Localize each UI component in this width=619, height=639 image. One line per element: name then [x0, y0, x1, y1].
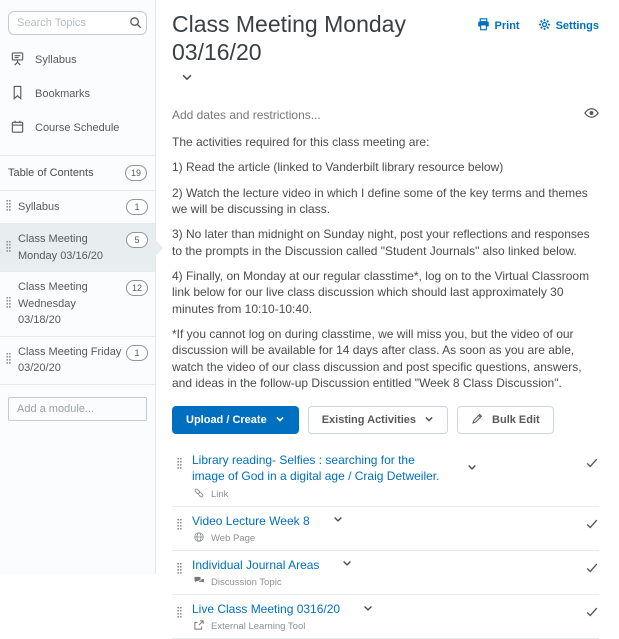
content-toolbar — [172, 406, 599, 434]
item-type-label: Discussion Topic — [211, 576, 282, 588]
table-of-contents — [0, 155, 155, 421]
chevron-down-icon — [466, 461, 478, 476]
item-type-label: Link — [211, 488, 229, 500]
drag-handle-icon[interactable] — [5, 351, 12, 369]
search-button[interactable] — [127, 14, 144, 34]
item-actions-button[interactable] — [362, 602, 374, 617]
item-title-link[interactable]: Video Lecture Week 8 — [192, 513, 310, 528]
list-item-video-lecture — [172, 507, 599, 551]
module-count-badge: 1 — [126, 199, 148, 215]
toc-count-badge: 19 — [125, 165, 147, 181]
description-paragraph: 1) Read the article (linked to Vanderbilt library resource below) — [172, 160, 504, 175]
search-box — [8, 11, 147, 35]
bulk-edit-label: Bulk Edit — [492, 414, 540, 427]
drag-handle-icon[interactable] — [176, 561, 183, 581]
add-dates-restrictions-link[interactable]: Add dates and restrictions... — [172, 107, 321, 122]
module-class-meeting-wednesday[interactable] — [0, 272, 155, 337]
module-syllabus[interactable] — [0, 191, 155, 224]
checkmark-icon — [585, 458, 599, 473]
module-label: Class Meeting — [18, 233, 88, 245]
description-paragraph: The activities required for this class meeting are: — [172, 135, 430, 150]
sidebar-item-bookmarks[interactable] — [0, 77, 155, 111]
sidebar-item-label: Course Schedule — [35, 122, 120, 134]
completion-check-button[interactable] — [585, 456, 599, 473]
module-label: Class Meeting Friday — [18, 345, 122, 358]
module-class-meeting-monday[interactable] — [0, 224, 155, 272]
external-tool-icon — [193, 619, 205, 634]
module-count-badge: 5 — [126, 232, 148, 248]
item-type-label: Web Page — [211, 532, 256, 544]
course-sidebar — [0, 0, 156, 574]
list-item-individual-journals — [172, 551, 599, 595]
settings-label: Settings — [555, 20, 599, 32]
completion-check-button[interactable] — [585, 561, 599, 578]
item-actions-button[interactable] — [466, 461, 478, 476]
module-content-panel — [156, 0, 619, 633]
chevron-down-icon — [332, 513, 344, 528]
chevron-down-icon — [362, 602, 374, 617]
item-title-link[interactable]: Individual Journal Areas — [192, 557, 320, 572]
sidebar-item-course-schedule[interactable] — [0, 111, 155, 145]
description-paragraph: 2) Watch the lecture video in which I define some of the key terms and themes we will be discussing in class. — [172, 185, 588, 217]
sidebar-item-label: Bookmarks — [35, 88, 91, 100]
sidebar-item-label: Syllabus — [35, 54, 77, 66]
list-item-live-class-meeting — [172, 595, 599, 639]
toc-header[interactable] — [0, 156, 155, 191]
page-title: Class Meeting Monday 03/16/20 — [172, 11, 406, 66]
print-button[interactable] — [477, 18, 520, 34]
completion-check-button[interactable] — [585, 605, 599, 622]
printer-icon — [477, 18, 490, 34]
checkmark-icon — [585, 519, 599, 534]
settings-button[interactable] — [538, 18, 599, 34]
module-label: Monday 03/16/20 — [18, 249, 104, 262]
print-label: Print — [494, 20, 520, 32]
item-title-link[interactable]: Live Class Meeting 0316/20 — [192, 601, 341, 616]
drag-handle-icon[interactable] — [176, 605, 183, 625]
visibility-button[interactable] — [584, 107, 599, 122]
activity-list — [172, 446, 599, 639]
module-count-badge: 12 — [126, 280, 148, 296]
description-paragraph: 3) No later than midnight on Sunday night, post your reflections and responses to the prompts in the Discussion called "Student Journals" also linked below. — [172, 227, 590, 258]
eye-icon — [584, 107, 599, 122]
drag-handle-icon[interactable] — [5, 239, 12, 257]
globe-icon — [193, 531, 205, 546]
bookmark-icon — [10, 85, 25, 103]
discussion-icon — [193, 575, 205, 590]
module-class-meeting-friday[interactable] — [0, 337, 155, 385]
list-item-library-reading — [172, 446, 599, 506]
module-label: 03/18/20 — [18, 314, 61, 326]
calendar-icon — [10, 119, 25, 137]
lectern-icon — [10, 51, 25, 69]
link-icon — [193, 487, 205, 502]
drag-handle-icon[interactable] — [5, 198, 12, 216]
checkmark-icon — [585, 607, 599, 622]
gear-icon — [538, 18, 551, 34]
bulk-edit-button[interactable] — [457, 406, 554, 434]
existing-activities-button[interactable] — [308, 406, 448, 434]
module-label: 03/20/20 — [18, 362, 61, 374]
toc-label: Table of Contents — [8, 167, 94, 179]
collapse-module-button[interactable] — [180, 70, 194, 87]
sidebar-item-syllabus[interactable] — [0, 43, 155, 77]
item-actions-button[interactable] — [332, 513, 344, 528]
item-actions-button[interactable] — [341, 557, 353, 572]
checkmark-icon — [585, 563, 599, 578]
chevron-down-icon — [275, 414, 285, 427]
chevron-down-icon — [424, 414, 434, 427]
drag-handle-icon[interactable] — [176, 517, 183, 537]
completion-check-button[interactable] — [585, 517, 599, 534]
pencil-icon — [471, 412, 484, 428]
drag-handle-icon[interactable] — [5, 295, 12, 313]
upload-create-button[interactable] — [172, 406, 299, 434]
upload-create-label: Upload / Create — [186, 414, 267, 427]
module-label: Wednesday — [18, 297, 76, 310]
module-count-badge: 1 — [126, 345, 148, 361]
search-icon — [128, 18, 143, 33]
chevron-down-icon — [341, 557, 353, 572]
drag-handle-icon[interactable] — [176, 456, 183, 476]
existing-activities-label: Existing Activities — [321, 414, 417, 427]
description-paragraph: *If you cannot log on during classtime, we will miss you, but the video of our discussion will be available for 14 days after class. As soon as you are able, watch the video of our class discussion and post specific questions, answers, and ideas in the follow-up Discussion entitled "Week 8 Class Discussion". — [172, 326, 582, 390]
chevron-down-icon — [180, 72, 194, 87]
module-label: Syllabus — [18, 200, 60, 213]
item-type-label: External Learning Tool — [211, 621, 306, 633]
description-paragraph: 4) Finally, on Monday at our regular classtime*, log on to the Virtual Classroom link below for our live class discussion which should last approximately 30 minutes from 10:10-10:40. — [172, 268, 590, 316]
module-description — [172, 134, 599, 391]
item-title-link[interactable]: Library reading- Selfies : searching for the image of God in a digital age / Craig Detweiler. — [192, 453, 440, 484]
module-label: Class Meeting — [18, 281, 88, 293]
add-module-input[interactable] — [8, 397, 147, 421]
